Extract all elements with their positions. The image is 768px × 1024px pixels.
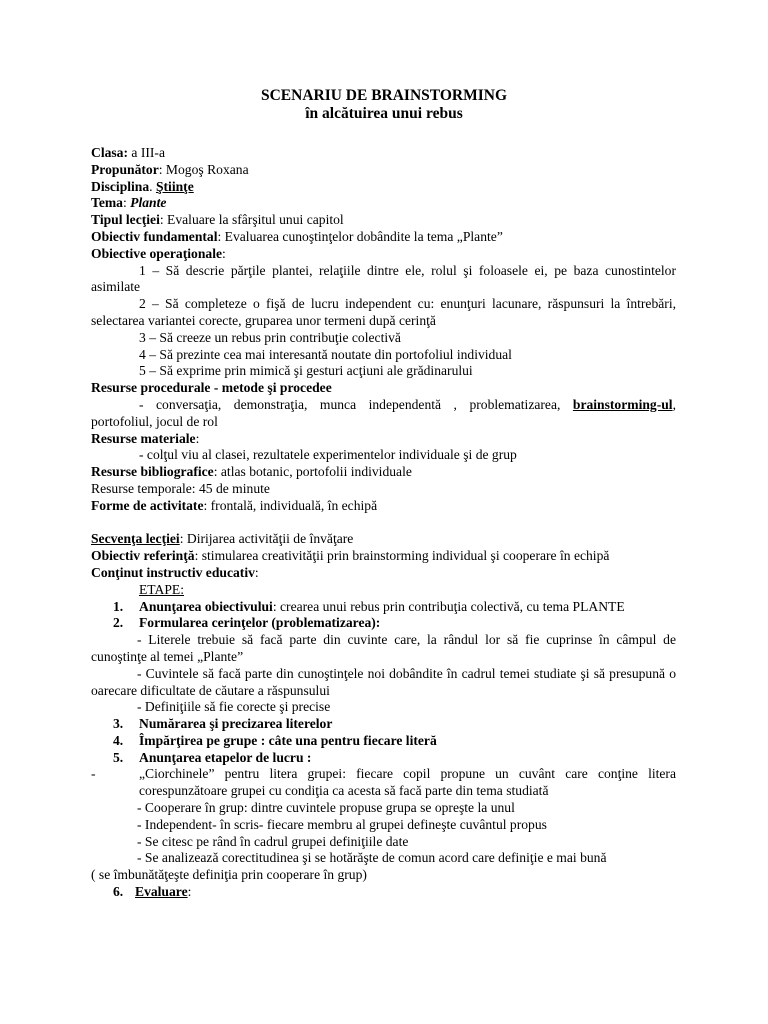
meta-obiectiv-fundamental-value: : Evaluarea cunoştinţelor dobândite la tema „Plante”	[217, 228, 503, 244]
meta-disciplina-sep: .	[149, 178, 156, 194]
meta-clasa-label: Clasa:	[91, 145, 129, 160]
meta-propunator-value: : Mogoş Roxana	[158, 161, 249, 177]
step-1-label: Anunţarea obiectivului	[139, 598, 273, 614]
step-5-bullet-mark: -	[91, 766, 96, 782]
spacer	[91, 515, 676, 532]
meta-tema-value: Plante	[130, 195, 167, 211]
step-4-label: Împărţirea pe grupe : câte una pentru fiecare literă	[139, 732, 437, 748]
step-6-number: 6.	[113, 884, 124, 900]
step-1	[91, 599, 676, 616]
meta-tipul-label: Tipul lecţiei	[91, 212, 160, 228]
meta-disciplina-label: Disciplina	[91, 178, 150, 194]
meta-disciplina	[91, 179, 676, 196]
step-5-item: - Independent- în scris- fiecare membru al grupei defineşte cuvântul propus	[137, 816, 547, 832]
secventa-lectiei-value: : Dirijarea activităţii de învăţare	[179, 531, 354, 547]
step-2-number: 2.	[113, 615, 124, 631]
obiectiv-referinta-label: Obiectiv referinţă	[91, 548, 195, 564]
resurse-materiale-item: - colţul viu al clasei, rezultatele experimentelor individuale şi de grup	[139, 447, 517, 463]
resurse-materiale-label: Resurse materiale	[91, 430, 196, 446]
document-body	[91, 145, 676, 901]
forme-activitate-value: : frontală, individuală, în echipă	[203, 497, 378, 513]
resurse-temporale: Resurse temporale: 45 de minute	[91, 480, 270, 496]
secventa-lectiei	[91, 531, 676, 548]
meta-obiectiv-fundamental	[91, 229, 676, 246]
meta-obiective-operationale-label: Obiective operaţionale	[91, 245, 222, 261]
objective-item: 5 – Să exprime prin mimică şi gesturi acţiuni ale grădinarului	[139, 363, 473, 379]
resurse-bibliografice	[91, 464, 676, 481]
resurse-procedurale-brainstorming: brainstorming-ul	[572, 396, 673, 412]
step-5-item: - Cooperare în grup: dintre cuvintele propuse grupa se opreşte la unul	[137, 800, 515, 816]
resurse-procedurale-before: - conversaţia, demonstraţia, munca independentă , problematizarea,	[139, 396, 573, 412]
step-5-number: 5.	[113, 749, 124, 765]
obiectiv-referinta	[91, 548, 676, 565]
secventa-lectiei-label: Secvenţa lecţiei	[91, 531, 180, 547]
step-4	[91, 733, 676, 750]
etape-heading: ETAPE:	[139, 581, 184, 597]
step-2-item: - Definiţiile să fie corecte şi precise	[137, 699, 331, 715]
meta-disciplina-value: Ştiinţe	[155, 178, 194, 194]
step-5-item: - Se analizează corectitudinea şi se hotărăşte de comun acord care definiţie e mai bună	[137, 850, 607, 866]
step-2-label: Formularea cerinţelor (problematizarea):	[139, 615, 381, 631]
meta-clasa-value: a III-a	[128, 145, 165, 160]
meta-tema-sep: :	[122, 195, 131, 211]
obiectiv-referinta-value: : stimularea creativităţii prin brainstorming individual şi cooperare în echipă	[194, 548, 610, 564]
step-1-number: 1.	[113, 598, 124, 614]
meta-obiectiv-fundamental-label: Obiectiv fundamental	[91, 228, 218, 244]
meta-tipul-value: : Evaluare la sfârşitul unui capitol	[159, 212, 344, 228]
objective-item: 1 – Să descrie părţile plantei, relaţiile dintre ele, rolul şi foloasele ei, pe baza cunostintelor asimilate	[91, 262, 676, 295]
step-5-item: - Se citesc pe rând în cadrul grupei definiţiile date	[137, 833, 409, 849]
forme-activitate-label: Forme de activitate	[91, 497, 204, 513]
step-2-item: - Cuvintele să facă parte din cunoştinţele noi dobândite în cadrul temei studiate şi să presupună o oarecare dificultate de căutare a răspunsului	[91, 665, 676, 698]
step-5	[91, 750, 676, 767]
step-5-bullet	[91, 766, 676, 800]
step-2-item: - Literele trebuie să facă parte din cuvinte care, la rândul lor să fie cuprinse în câmpul de cunoştinţe al temei „Plante”	[91, 632, 676, 664]
resurse-materiale	[91, 431, 676, 448]
resurse-materiale-sep: :	[195, 430, 200, 446]
forme-activitate	[91, 498, 676, 515]
step-2	[91, 615, 676, 632]
document-subtitle: în alcătuirea unui rebus	[305, 105, 463, 122]
meta-propunator	[91, 162, 676, 179]
objective-item: 2 – Să completeze o fişă de lucru independent cu: enunţuri lacunare, răspunsuri la întrebări, selectarea variantei corecte, gruparea unor termeni după cerinţă	[91, 296, 676, 328]
continut-instructiv-sep: :	[254, 564, 259, 580]
meta-tema-label: Tema	[91, 195, 123, 211]
step-3-number: 3.	[113, 716, 124, 732]
step-6-label: Evaluare	[135, 884, 188, 900]
step-6-sep: :	[187, 884, 192, 900]
step-5-item-continuation: ( se îmbunătăţeşte definiţia prin cooperare în grup)	[91, 867, 367, 883]
step-6	[91, 884, 676, 901]
resurse-procedurale-label: Resurse procedurale - metode şi procedee	[91, 380, 332, 396]
resurse-procedurale-after: , portofoliul, jocul de rol	[91, 396, 676, 429]
meta-obiective-operationale	[91, 246, 676, 263]
document-title: SCENARIU DE BRAINSTORMING	[260, 87, 508, 104]
meta-tema	[91, 195, 676, 212]
meta-clasa	[91, 145, 676, 162]
meta-tipul	[91, 212, 676, 229]
step-5-label: Anunţarea etapelor de lucru :	[139, 749, 312, 765]
resurse-bibliografice-value: : atlas botanic, portofolii individuale	[213, 464, 412, 480]
continut-instructiv-label: Conţinut instructiv educativ	[91, 564, 255, 580]
step-5-bullet-text: „Ciorchinele” pentru litera grupei: fiecare copil propune un cuvânt care conţine litera corespunzătoare grupei cu condiţia ca acesta să facă parte din tema studiată	[139, 766, 676, 799]
meta-propunator-label: Propunător	[91, 161, 159, 177]
continut-instructiv	[91, 565, 676, 582]
step-1-text: : crearea unui rebus prin contribuţia colectivă, cu tema PLANTE	[272, 598, 625, 614]
resurse-bibliografice-label: Resurse bibliografice	[91, 464, 214, 480]
resurse-procedurale-text	[91, 397, 676, 431]
objective-item: 3 – Să creeze un rebus prin contribuţie colectivă	[139, 329, 401, 345]
step-3-label: Numărarea şi precizarea literelor	[139, 716, 333, 732]
meta-obiective-operationale-sep: :	[222, 245, 226, 261]
step-4-number: 4.	[113, 732, 124, 748]
step-3	[91, 716, 676, 733]
objective-item: 4 – Să prezinte cea mai interesantă noutate din portofoliul individual	[139, 346, 512, 362]
